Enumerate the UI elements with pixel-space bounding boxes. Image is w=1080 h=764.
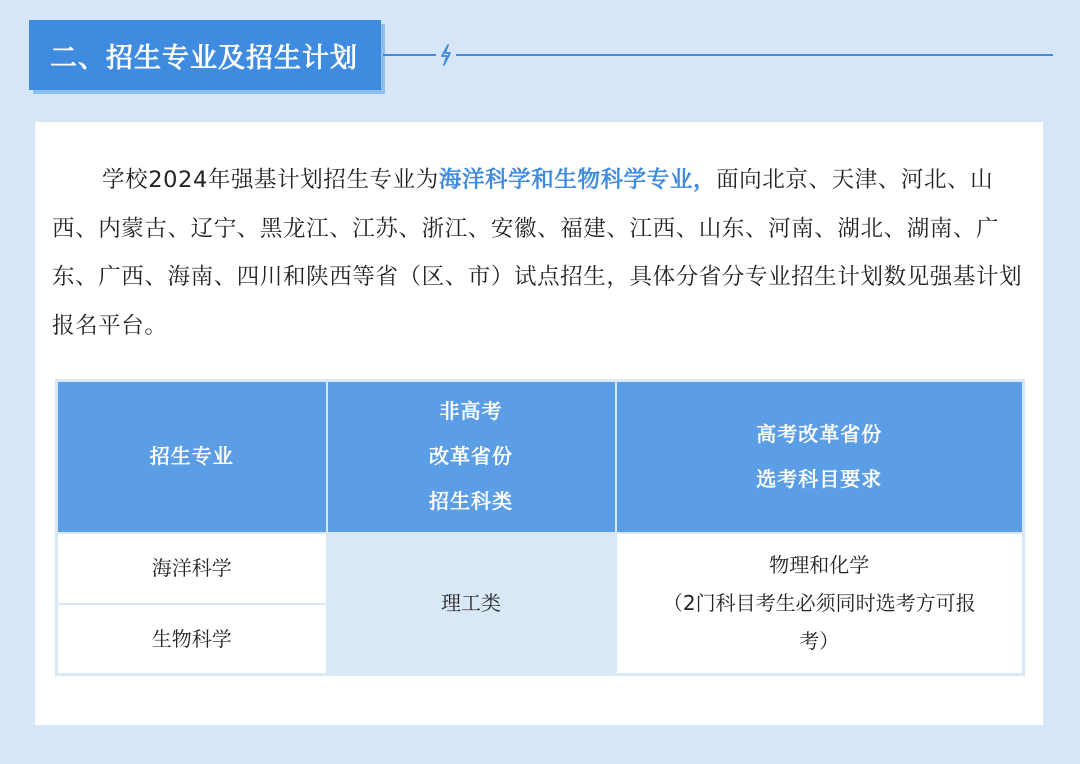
header-non-reform: 非高考 改革省份 招生科类 <box>327 381 616 533</box>
lightning-icon <box>436 42 456 68</box>
header-major: 招生专业 <box>57 381 327 533</box>
table-header-row <box>57 381 1024 533</box>
enrollment-table <box>55 379 1025 676</box>
major-cell: 海洋科学 <box>57 533 327 604</box>
requirement-cell: 物理和化学 （2门科目考生必须同时选考方可报 考） <box>616 533 1024 675</box>
content-card <box>35 122 1043 725</box>
section-title <box>29 20 381 90</box>
category-cell: 理工类 <box>327 533 616 675</box>
table-row <box>57 533 1024 604</box>
major-cell: 生物科学 <box>57 604 327 675</box>
header-reform: 高考改革省份 选考科目要求 <box>616 381 1024 533</box>
intro-highlight: 海洋科学和生物科学专业， <box>438 167 717 193</box>
intro-paragraph <box>52 156 1026 350</box>
intro-text-after: 面向北京、天津、河北、山西、内蒙古、辽宁、黑龙江、江苏、浙江、安徽、福建、江西、山东、河南、湖北、湖南、广东、广西、海南、四川和陕西等省（区、市）试点招生，具体分省分专业招生计划数见强基计划报名平台。 <box>52 167 1023 339</box>
intro-text-before: 学校2024年强基计划招生专业为 <box>102 167 439 193</box>
section-divider <box>383 54 1053 56</box>
section-title-text: 二、招生专业及招生计划 <box>50 42 358 74</box>
